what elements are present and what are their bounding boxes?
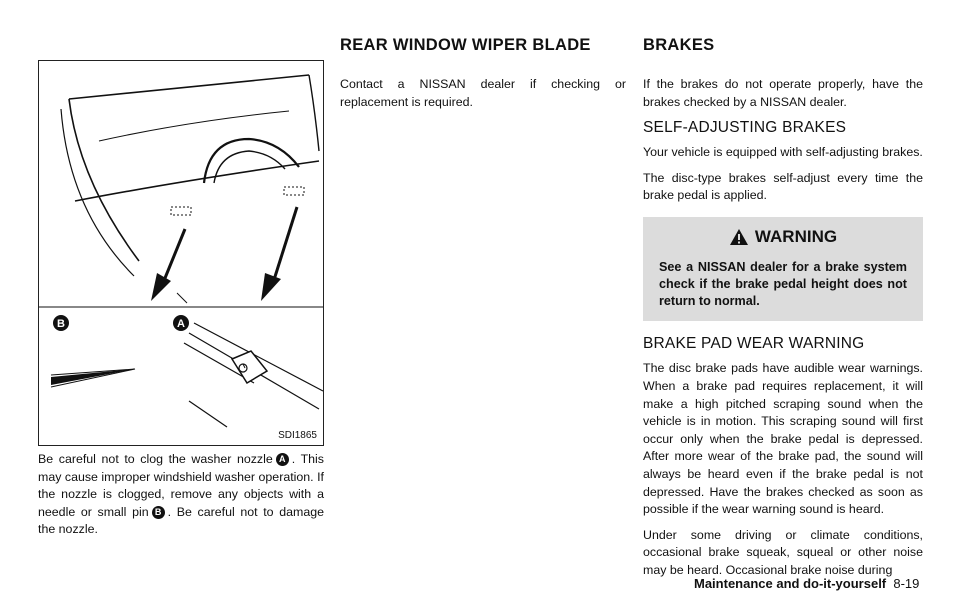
nozzle-text-2: . This may cause improper windshield washer operation. If the nozzle is clogged, remove any objects with a needle or small pin (38, 452, 325, 519)
self-adjusting-p1: Your vehicle is equipped with self-adjusting brakes. (643, 145, 923, 160)
pad-wear-p1: The disc brake pads have audible wear warnings. When a brake pad requires replacement, it will make a high pitched scraping sound when the vehicle is in motion. This scraping sound will first occur only when the brake pedal is depressed. After more wear of the brake pad, the sound will always be heard even if the brake pedal is not depressed. Have the brakes checked as soon as possible if the wear warning sound is heard. (643, 361, 923, 517)
warning-text: See a NISSAN dealer for a brake system check if the brake pedal height does not return to normal. (659, 259, 907, 308)
hood-nozzle-drawing (39, 61, 323, 445)
ref-badge-a: A (276, 453, 289, 466)
figure-id: SDI1865 (278, 430, 317, 441)
self-adjusting-heading: SELF-ADJUSTING BRAKES (643, 119, 847, 137)
nozzle-paragraph (38, 451, 324, 539)
rear-wiper-title: REAR WINDOW WIPER BLADE (340, 36, 591, 54)
pad-wear-heading: BRAKE PAD WEAR WARNING (643, 335, 865, 353)
warning-box (643, 217, 923, 321)
nozzle-text-1: Be careful not to clog the washer nozzle (38, 452, 273, 466)
nozzle-text-3: . Be careful not to damage the nozzle. (38, 504, 324, 537)
warning-title: WARNING (754, 226, 838, 246)
warning-triangle-icon (729, 228, 749, 246)
washer-nozzle-illustration (38, 60, 324, 446)
pad-wear-p2: Under some driving or climate conditions, occasional brake squeak, squeal or other noise may be heard. Occasional brake noise during (643, 527, 923, 577)
label-b: B (57, 318, 65, 330)
label-a: A (177, 318, 185, 330)
page-footer (694, 576, 919, 591)
self-adjusting-p2: The disc-type brakes self-adjust every time the brake pedal is applied. (643, 170, 923, 203)
rear-wiper-text: Contact a NISSAN dealer if checking or replacement is required. (340, 77, 626, 109)
brakes-content (643, 76, 923, 587)
page-number: 8-19 (893, 576, 920, 591)
footer-section: Maintenance and do-it-yourself (694, 576, 887, 591)
warning-header (659, 227, 907, 247)
brakes-title: BRAKES (643, 36, 715, 54)
brakes-intro: If the brakes do not operate properly, have the brakes checked by a NISSAN dealer. (643, 77, 923, 109)
ref-badge-b: B (152, 506, 165, 519)
